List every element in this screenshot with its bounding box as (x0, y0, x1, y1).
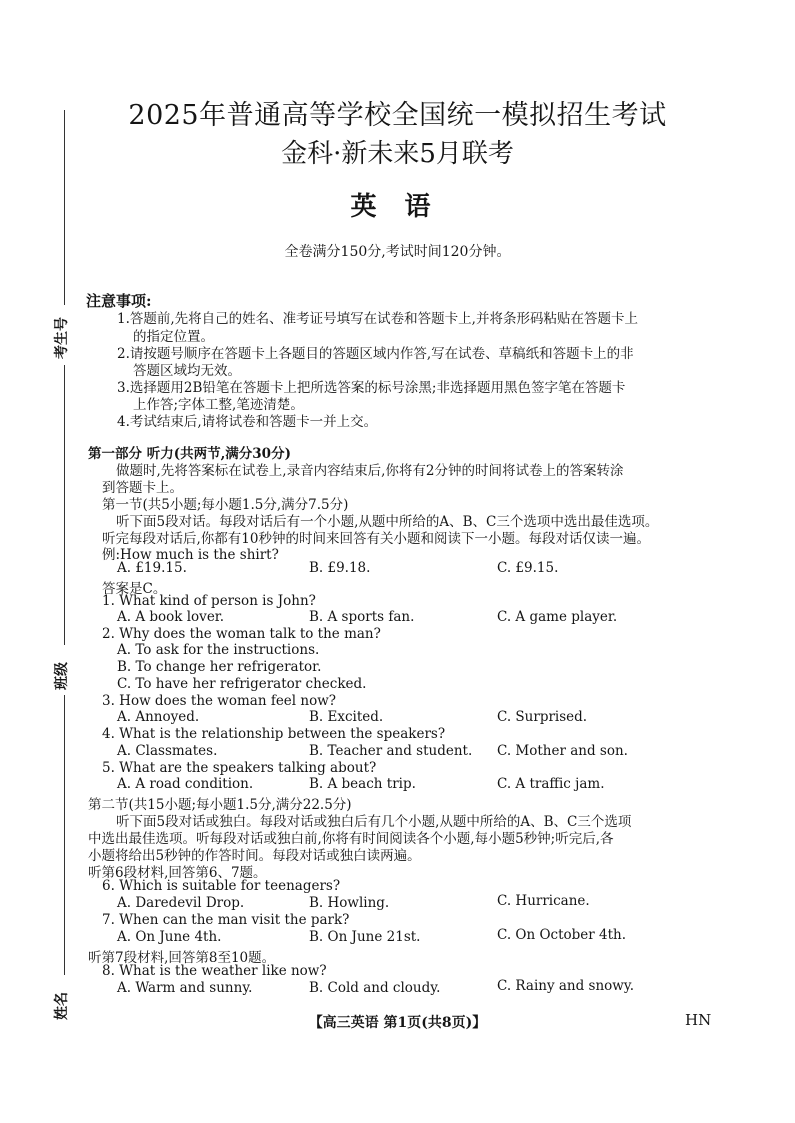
margin-line-middle (64, 365, 65, 645)
part1-intro-1: 做题时,先将答案标在试卷上,录音内容结束后,你将有2分钟的时间将试卷上的答案转涂 (116, 463, 624, 479)
section2-intro-1: 听下面5段对话或独白。每段对话或独白后有几个小题,从题中所给的A、B、C三个选项 (116, 814, 632, 830)
q4-option-b: B. Teacher and student. (309, 743, 473, 759)
q5-option-a: A. A road condition. (117, 776, 254, 792)
example-option-b: B. £9.18. (309, 560, 371, 576)
page-footer: 【高三英语 第1页(共8页)】 (308, 1015, 487, 1031)
example-question: 例:How much is the shirt? (102, 547, 279, 563)
q5-option-b: B. A beach trip. (309, 776, 416, 792)
question-1: 1. What kind of person is John? (102, 593, 316, 609)
question-4: 4. What is the relationship between the speakers? (102, 726, 446, 742)
note-2-cont: 答题区域均无效。 (133, 363, 241, 379)
q4-option-a: A. Classmates. (117, 743, 218, 759)
q3-option-a: A. Annoyed. (117, 709, 200, 725)
exam-number-label: 考生号 (54, 317, 70, 359)
section2-intro-3: 小题将给出5秒钟的作答时间。每段对话或独白读两遍。 (88, 848, 421, 864)
example-option-c: C. £9.15. (497, 560, 559, 576)
q8-option-b: B. Cold and cloudy. (309, 980, 441, 996)
note-1: 1.答题前,先将自己的姓名、准考证号填写在试卷和答题卡上,并将条形码粘贴在答题卡上 (117, 311, 638, 327)
q6-option-b: B. Howling. (309, 895, 390, 911)
exam-title: 2025年普通高等学校全国统一模拟招生考试 (128, 100, 667, 131)
example-answer: 答案是C。 (102, 581, 167, 597)
q7-option-c: C. On October 4th. (497, 927, 627, 943)
note-3: 3.选择题用2B铅笔在答题卡上把所选答案的标号涂黑;非选择题用黑色签字笔在答题卡 (117, 380, 626, 396)
region-code: HN (685, 1011, 712, 1029)
q7-option-b: B. On June 21st. (309, 929, 421, 945)
example-option-a: A. £19.15. (117, 560, 187, 576)
group-7-instruction: 听第7段材料,回答第8至10题。 (88, 950, 276, 966)
section1-intro-1: 听下面5段对话。每段对话后有一个小题,从题中所给的A、B、C三个选项中选出最佳选项。 (116, 514, 659, 530)
note-2: 2.请按题号顺序在答题卡上各题目的答题区域内作答,写在试卷、草稿纸和答题卡上的非 (117, 346, 634, 362)
q6-option-a: A. Daredevil Drop. (117, 895, 245, 911)
question-8: 8. What is the weather like now? (102, 963, 327, 979)
question-3: 3. How does the woman feel now? (102, 693, 337, 709)
note-1-cont: 的指定位置。 (133, 329, 214, 345)
q3-option-c: C. Surprised. (497, 709, 588, 725)
q8-option-a: A. Warm and sunny. (117, 980, 253, 996)
question-2: 2. Why does the woman talk to the man? (102, 626, 381, 642)
question-5: 5. What are the speakers talking about? (102, 760, 377, 776)
question-6: 6. Which is suitable for teenagers? (102, 878, 341, 894)
q1-option-c: C. A game player. (497, 609, 618, 625)
score-info: 全卷满分150分,考试时间120分钟。 (284, 244, 511, 260)
q1-option-b: B. A sports fan. (309, 609, 415, 625)
group-6-instruction: 听第6段材料,回答第6、7题。 (88, 865, 267, 881)
section2-title: 第二节(共15小题;每小题1.5分,满分22.5分) (88, 797, 352, 813)
subject-title: 英语 (350, 192, 459, 222)
q7-option-a: A. On June 4th. (117, 929, 222, 945)
class-label: 班级 (54, 662, 70, 690)
notes-title: 注意事项: (86, 292, 152, 310)
q3-option-b: B. Excited. (309, 709, 384, 725)
q2-option-a: A. To ask for the instructions. (117, 642, 320, 658)
margin-line-lower (64, 695, 65, 975)
section1-title: 第一节(共5小题;每小题1.5分,满分7.5分) (102, 497, 349, 513)
exam-subtitle: 金科·新未来5月联考 (281, 139, 514, 169)
section1-intro-2: 听完每段对话后,你都有10秒钟的时间来回答有关小题和阅读下一小题。每段对话仅读一遍。 (102, 531, 650, 547)
q6-option-c: C. Hurricane. (497, 893, 590, 909)
q8-option-c: C. Rainy and snowy. (497, 978, 634, 994)
q1-option-a: A. A book lover. (117, 609, 225, 625)
q2-option-b: B. To change her refrigerator. (117, 659, 322, 675)
name-label: 姓名 (54, 992, 70, 1020)
question-7: 7. When can the man visit the park? (102, 912, 350, 928)
part1-intro-2: 到答题卡上。 (102, 480, 183, 496)
section2-intro-2: 中选出最佳选项。听每段对话或独白前,你将有时间阅读各个小题,每小题5秒钟;听完后,各 (88, 831, 614, 847)
q2-option-c: C. To have her refrigerator checked. (117, 676, 367, 692)
q4-option-c: C. Mother and son. (497, 743, 628, 759)
part1-title: 第一部分 听力(共两节,满分30分) (88, 446, 291, 462)
note-4: 4.考试结束后,请将试卷和答题卡一并上交。 (117, 414, 378, 430)
q5-option-c: C. A traffic jam. (497, 776, 605, 792)
note-3-cont: 上作答;字体工整,笔迹清楚。 (133, 397, 304, 413)
